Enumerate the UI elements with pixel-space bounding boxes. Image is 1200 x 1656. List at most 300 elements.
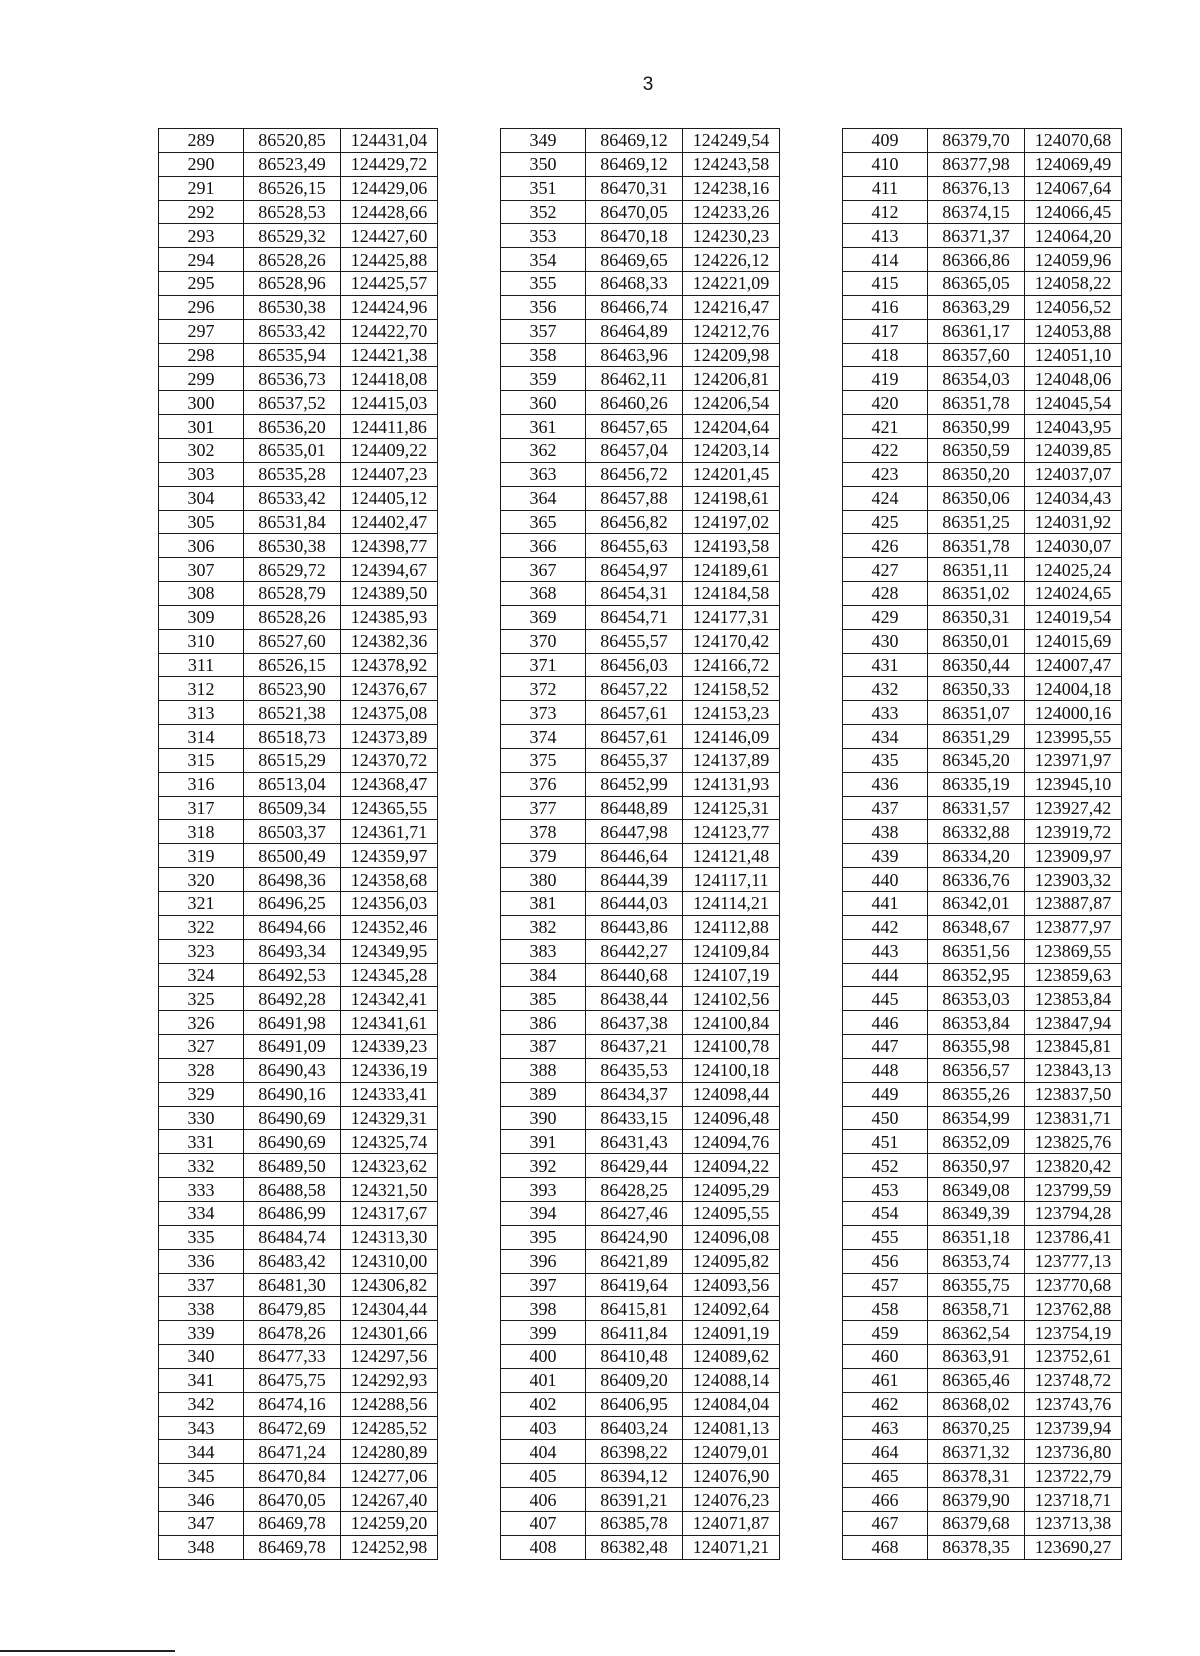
x-coordinate-cell: 86466,74 [586,295,683,319]
y-coordinate-cell: 123919,72 [1025,820,1122,844]
point-number-cell: 464 [843,1440,928,1464]
y-coordinate-cell: 124421,38 [341,343,438,367]
table-row [843,939,1122,963]
x-coordinate-cell: 86469,65 [586,248,683,272]
x-coordinate-cell: 86357,60 [928,343,1025,367]
y-coordinate-cell: 124418,08 [341,367,438,391]
x-coordinate-cell: 86353,84 [928,1011,1025,1035]
y-coordinate-cell: 124429,72 [341,152,438,176]
point-number-cell: 346 [159,1488,244,1512]
y-coordinate-cell: 124389,50 [341,582,438,606]
y-coordinate-cell: 124056,52 [1025,295,1122,319]
y-coordinate-cell: 124000,16 [1025,701,1122,725]
point-number-cell: 344 [159,1440,244,1464]
x-coordinate-cell: 86437,21 [586,1035,683,1059]
y-coordinate-cell: 124043,95 [1025,415,1122,439]
y-coordinate-cell: 124398,77 [341,534,438,558]
x-coordinate-cell: 86528,79 [244,582,341,606]
y-coordinate-cell: 124339,23 [341,1035,438,1059]
y-coordinate-cell: 124079,01 [683,1440,780,1464]
table-row [159,1416,438,1440]
table-row [501,677,780,701]
point-number-cell: 405 [501,1464,586,1488]
point-number-cell: 419 [843,367,928,391]
x-coordinate-cell: 86434,37 [586,1082,683,1106]
y-coordinate-cell: 124015,69 [1025,629,1122,653]
point-number-cell: 392 [501,1154,586,1178]
x-coordinate-cell: 86463,96 [586,343,683,367]
point-number-cell: 382 [501,915,586,939]
y-coordinate-cell: 124238,16 [683,176,780,200]
y-coordinate-cell: 123845,81 [1025,1035,1122,1059]
point-number-cell: 456 [843,1249,928,1273]
x-coordinate-cell: 86334,20 [928,844,1025,868]
table-row [159,1225,438,1249]
table-row [501,295,780,319]
table-row [159,343,438,367]
y-coordinate-cell: 123713,38 [1025,1511,1122,1535]
x-coordinate-cell: 86448,89 [586,796,683,820]
point-number-cell: 326 [159,1011,244,1035]
x-coordinate-cell: 86456,72 [586,462,683,486]
y-coordinate-cell: 124092,64 [683,1297,780,1321]
point-number-cell: 395 [501,1225,586,1249]
point-number-cell: 328 [159,1058,244,1082]
table-row [159,319,438,343]
x-coordinate-cell: 86371,32 [928,1440,1025,1464]
x-coordinate-cell: 86410,48 [586,1345,683,1369]
y-coordinate-cell: 124233,26 [683,200,780,224]
point-number-cell: 380 [501,868,586,892]
y-coordinate-cell: 124146,09 [683,725,780,749]
x-coordinate-cell: 86363,91 [928,1345,1025,1369]
y-coordinate-cell: 124358,68 [341,868,438,892]
x-coordinate-cell: 86379,68 [928,1511,1025,1535]
point-number-cell: 398 [501,1297,586,1321]
point-number-cell: 338 [159,1297,244,1321]
y-coordinate-cell: 123752,61 [1025,1345,1122,1369]
table-row [501,176,780,200]
point-number-cell: 450 [843,1106,928,1130]
y-coordinate-cell: 124361,71 [341,820,438,844]
table-row [159,582,438,606]
point-number-cell: 438 [843,820,928,844]
x-coordinate-cell: 86469,12 [586,152,683,176]
point-number-cell: 404 [501,1440,586,1464]
y-coordinate-cell: 124088,14 [683,1368,780,1392]
x-coordinate-cell: 86351,78 [928,391,1025,415]
x-coordinate-cell: 86350,97 [928,1154,1025,1178]
y-coordinate-cell: 124356,03 [341,892,438,916]
y-coordinate-cell: 124415,03 [341,391,438,415]
y-coordinate-cell: 124424,96 [341,295,438,319]
point-number-cell: 309 [159,605,244,629]
x-coordinate-cell: 86403,24 [586,1416,683,1440]
table-row [159,892,438,916]
y-coordinate-cell: 124059,96 [1025,248,1122,272]
table-row [159,1321,438,1345]
y-coordinate-cell: 124365,55 [341,796,438,820]
point-number-cell: 336 [159,1249,244,1273]
table-row [159,272,438,296]
x-coordinate-cell: 86456,82 [586,510,683,534]
point-number-cell: 357 [501,319,586,343]
y-coordinate-cell: 124349,95 [341,939,438,963]
y-coordinate-cell: 124342,41 [341,987,438,1011]
table-row [843,725,1122,749]
point-number-cell: 372 [501,677,586,701]
x-coordinate-cell: 86498,36 [244,868,341,892]
point-number-cell: 297 [159,319,244,343]
table-row [843,1488,1122,1512]
table-row [843,701,1122,725]
table-row [501,129,780,153]
point-number-cell: 347 [159,1511,244,1535]
x-coordinate-cell: 86351,29 [928,725,1025,749]
table-row [843,772,1122,796]
point-number-cell: 362 [501,438,586,462]
x-coordinate-cell: 86455,37 [586,748,683,772]
point-number-cell: 349 [501,129,586,153]
y-coordinate-cell: 124206,81 [683,367,780,391]
y-coordinate-cell: 124089,62 [683,1345,780,1369]
point-number-cell: 418 [843,343,928,367]
point-number-cell: 378 [501,820,586,844]
x-coordinate-cell: 86470,84 [244,1464,341,1488]
table-row [843,534,1122,558]
x-coordinate-cell: 86457,61 [586,701,683,725]
table-row [501,1368,780,1392]
point-number-cell: 396 [501,1249,586,1273]
point-number-cell: 291 [159,176,244,200]
y-coordinate-cell: 124325,74 [341,1130,438,1154]
y-coordinate-cell: 124121,48 [683,844,780,868]
point-number-cell: 310 [159,629,244,653]
table-row [843,1464,1122,1488]
table-row [501,1345,780,1369]
table-row [159,1106,438,1130]
point-number-cell: 318 [159,820,244,844]
table-row [501,629,780,653]
x-coordinate-cell: 86456,03 [586,653,683,677]
x-coordinate-cell: 86365,46 [928,1368,1025,1392]
x-coordinate-cell: 86471,24 [244,1440,341,1464]
x-coordinate-cell: 86509,34 [244,796,341,820]
point-number-cell: 367 [501,558,586,582]
x-coordinate-cell: 86374,15 [928,200,1025,224]
x-coordinate-cell: 86513,04 [244,772,341,796]
y-coordinate-cell: 124203,14 [683,438,780,462]
x-coordinate-cell: 86529,32 [244,224,341,248]
point-number-cell: 354 [501,248,586,272]
x-coordinate-cell: 86533,42 [244,319,341,343]
x-coordinate-cell: 86464,89 [586,319,683,343]
table-row [501,1249,780,1273]
table-row [159,772,438,796]
y-coordinate-cell: 123843,13 [1025,1058,1122,1082]
table-row [843,796,1122,820]
table-row [501,653,780,677]
point-number-cell: 342 [159,1392,244,1416]
point-number-cell: 365 [501,510,586,534]
x-coordinate-cell: 86342,01 [928,892,1025,916]
table-row [501,1297,780,1321]
point-number-cell: 406 [501,1488,586,1512]
table-row [843,1297,1122,1321]
point-number-cell: 447 [843,1035,928,1059]
y-coordinate-cell: 124206,54 [683,391,780,415]
y-coordinate-cell: 124411,86 [341,415,438,439]
point-number-cell: 422 [843,438,928,462]
y-coordinate-cell: 124427,60 [341,224,438,248]
y-coordinate-cell: 124352,46 [341,915,438,939]
table-row [843,1035,1122,1059]
table-row [843,486,1122,510]
table-row [501,1082,780,1106]
y-coordinate-cell: 124329,31 [341,1106,438,1130]
point-number-cell: 457 [843,1273,928,1297]
table-row [501,367,780,391]
y-coordinate-cell: 124109,84 [683,939,780,963]
table-row [159,1345,438,1369]
y-coordinate-cell: 123903,32 [1025,868,1122,892]
y-coordinate-cell: 124037,07 [1025,462,1122,486]
x-coordinate-cell: 86429,44 [586,1154,683,1178]
x-coordinate-cell: 86490,69 [244,1130,341,1154]
point-number-cell: 432 [843,677,928,701]
table-row [159,915,438,939]
x-coordinate-cell: 86536,73 [244,367,341,391]
y-coordinate-cell: 124067,64 [1025,176,1122,200]
table-row [159,653,438,677]
point-number-cell: 327 [159,1035,244,1059]
y-coordinate-cell: 124243,58 [683,152,780,176]
y-coordinate-cell: 124034,43 [1025,486,1122,510]
y-coordinate-cell: 124336,19 [341,1058,438,1082]
y-coordinate-cell: 123754,19 [1025,1321,1122,1345]
x-coordinate-cell: 86446,64 [586,844,683,868]
point-number-cell: 308 [159,582,244,606]
point-number-cell: 417 [843,319,928,343]
x-coordinate-cell: 86349,39 [928,1201,1025,1225]
y-coordinate-cell: 124177,31 [683,605,780,629]
y-coordinate-cell: 124230,23 [683,224,780,248]
point-number-cell: 293 [159,224,244,248]
x-coordinate-cell: 86481,30 [244,1273,341,1297]
y-coordinate-cell: 123748,72 [1025,1368,1122,1392]
point-number-cell: 379 [501,844,586,868]
point-number-cell: 366 [501,534,586,558]
y-coordinate-cell: 124193,58 [683,534,780,558]
table-row [843,1392,1122,1416]
y-coordinate-cell: 124375,08 [341,701,438,725]
table-row [159,1535,438,1559]
table-row [501,1035,780,1059]
x-coordinate-cell: 86376,13 [928,176,1025,200]
x-coordinate-cell: 86355,75 [928,1273,1025,1297]
table-row [159,629,438,653]
table-row [843,415,1122,439]
point-number-cell: 296 [159,295,244,319]
point-number-cell: 444 [843,963,928,987]
y-coordinate-cell: 124070,68 [1025,129,1122,153]
table-row [843,1249,1122,1273]
table-row [501,1321,780,1345]
point-number-cell: 412 [843,200,928,224]
table-row [159,391,438,415]
y-coordinate-cell: 123945,10 [1025,772,1122,796]
table-row [501,963,780,987]
point-number-cell: 330 [159,1106,244,1130]
x-coordinate-cell: 86350,31 [928,605,1025,629]
point-number-cell: 390 [501,1106,586,1130]
y-coordinate-cell: 124321,50 [341,1178,438,1202]
table-row [159,1273,438,1297]
point-number-cell: 340 [159,1345,244,1369]
point-number-cell: 411 [843,176,928,200]
point-number-cell: 385 [501,987,586,1011]
y-coordinate-cell: 124198,61 [683,486,780,510]
x-coordinate-cell: 86435,53 [586,1058,683,1082]
table-row [159,820,438,844]
table-row [843,129,1122,153]
y-coordinate-cell: 124064,20 [1025,224,1122,248]
point-number-cell: 289 [159,129,244,153]
y-coordinate-cell: 123837,50 [1025,1082,1122,1106]
point-number-cell: 426 [843,534,928,558]
y-coordinate-cell: 124385,93 [341,605,438,629]
y-coordinate-cell: 124373,89 [341,725,438,749]
y-coordinate-cell: 124310,00 [341,1249,438,1273]
table-row [843,1011,1122,1035]
point-number-cell: 415 [843,272,928,296]
point-number-cell: 317 [159,796,244,820]
x-coordinate-cell: 86379,70 [928,129,1025,153]
table-row [843,1178,1122,1202]
table-row [159,1178,438,1202]
point-number-cell: 391 [501,1130,586,1154]
x-coordinate-cell: 86515,29 [244,748,341,772]
point-number-cell: 442 [843,915,928,939]
point-number-cell: 335 [159,1225,244,1249]
table-row [843,1440,1122,1464]
x-coordinate-cell: 86447,98 [586,820,683,844]
point-number-cell: 410 [843,152,928,176]
table-row [159,248,438,272]
table-row [843,1201,1122,1225]
x-coordinate-cell: 86533,42 [244,486,341,510]
x-coordinate-cell: 86536,20 [244,415,341,439]
table-row [843,152,1122,176]
point-number-cell: 322 [159,915,244,939]
y-coordinate-cell: 124429,06 [341,176,438,200]
point-number-cell: 333 [159,1178,244,1202]
y-coordinate-cell: 123909,97 [1025,844,1122,868]
point-number-cell: 424 [843,486,928,510]
y-coordinate-cell: 124197,02 [683,510,780,534]
x-coordinate-cell: 86528,26 [244,605,341,629]
point-number-cell: 364 [501,486,586,510]
y-coordinate-cell: 123971,97 [1025,748,1122,772]
table-row [159,1058,438,1082]
table-row [159,462,438,486]
point-number-cell: 409 [843,129,928,153]
y-coordinate-cell: 124107,19 [683,963,780,987]
x-coordinate-cell: 86354,03 [928,367,1025,391]
x-coordinate-cell: 86444,39 [586,868,683,892]
table-row [159,963,438,987]
x-coordinate-cell: 86468,33 [586,272,683,296]
x-coordinate-cell: 86377,98 [928,152,1025,176]
x-coordinate-cell: 86415,81 [586,1297,683,1321]
table-row [159,1368,438,1392]
x-coordinate-cell: 86457,22 [586,677,683,701]
point-number-cell: 433 [843,701,928,725]
x-coordinate-cell: 86535,01 [244,438,341,462]
x-coordinate-cell: 86462,11 [586,367,683,391]
y-coordinate-cell: 124051,10 [1025,343,1122,367]
y-coordinate-cell: 124359,97 [341,844,438,868]
point-number-cell: 386 [501,1011,586,1035]
x-coordinate-cell: 86454,97 [586,558,683,582]
x-coordinate-cell: 86427,46 [586,1201,683,1225]
y-coordinate-cell: 124095,82 [683,1249,780,1273]
y-coordinate-cell: 124209,98 [683,343,780,367]
y-coordinate-cell: 124267,40 [341,1488,438,1512]
x-coordinate-cell: 86492,53 [244,963,341,987]
point-number-cell: 314 [159,725,244,749]
x-coordinate-cell: 86474,16 [244,1392,341,1416]
table-row [843,367,1122,391]
table-row [843,200,1122,224]
x-coordinate-cell: 86371,37 [928,224,1025,248]
point-number-cell: 459 [843,1321,928,1345]
table-row [501,248,780,272]
y-coordinate-cell: 124292,93 [341,1368,438,1392]
y-coordinate-cell: 124304,44 [341,1297,438,1321]
y-coordinate-cell: 123762,88 [1025,1297,1122,1321]
y-coordinate-cell: 124125,31 [683,796,780,820]
y-coordinate-cell: 124004,18 [1025,677,1122,701]
x-coordinate-cell: 86493,34 [244,939,341,963]
y-coordinate-cell: 123927,42 [1025,796,1122,820]
point-number-cell: 458 [843,1297,928,1321]
y-coordinate-cell: 124184,58 [683,582,780,606]
y-coordinate-cell: 124425,57 [341,272,438,296]
point-number-cell: 300 [159,391,244,415]
x-coordinate-cell: 86378,35 [928,1535,1025,1559]
x-coordinate-cell: 86440,68 [586,963,683,987]
table-row [843,343,1122,367]
point-number-cell: 397 [501,1273,586,1297]
point-number-cell: 420 [843,391,928,415]
y-coordinate-cell: 124212,76 [683,319,780,343]
x-coordinate-cell: 86484,74 [244,1225,341,1249]
x-coordinate-cell: 86535,28 [244,462,341,486]
x-coordinate-cell: 86411,84 [586,1321,683,1345]
point-number-cell: 350 [501,152,586,176]
x-coordinate-cell: 86354,99 [928,1106,1025,1130]
x-coordinate-cell: 86332,88 [928,820,1025,844]
y-coordinate-cell: 124252,98 [341,1535,438,1559]
point-number-cell: 428 [843,582,928,606]
y-coordinate-cell: 124117,11 [683,868,780,892]
point-number-cell: 319 [159,844,244,868]
x-coordinate-cell: 86528,53 [244,200,341,224]
y-coordinate-cell: 124431,04 [341,129,438,153]
table-row [843,248,1122,272]
table-row [843,295,1122,319]
